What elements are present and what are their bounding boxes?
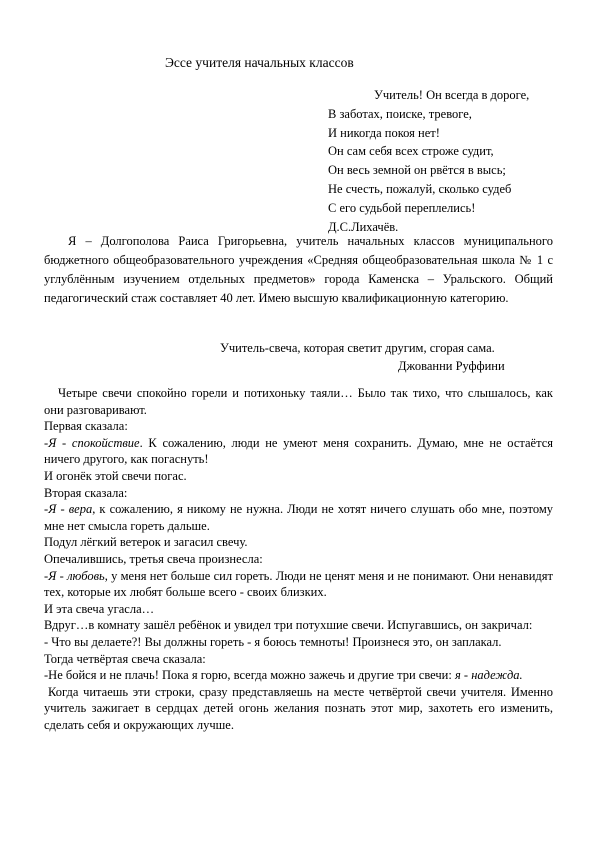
poem-line: Он сам себя всех строже судит,	[328, 144, 494, 159]
poem-line: Не счесть, пожалуй, сколько судеб	[328, 181, 512, 196]
document-title: Эссе учителя начальных классов	[165, 55, 354, 70]
paragraph	[44, 435, 553, 468]
emphasis-text: я - надежда.	[454, 668, 523, 683]
paragraph: Подул лёгкий ветерок и загасил свечу.	[44, 535, 248, 550]
paragraph: Опечалившись, третья свеча произнесла:	[44, 551, 263, 566]
poem-author: Д.С.Лихачёв.	[328, 219, 399, 234]
quote-epigraph	[220, 339, 505, 375]
poem-line: С его судьбой переплелись!	[328, 200, 476, 215]
paragraph: Тогда четвёртая свеча сказала:	[44, 651, 206, 666]
paragraph-text: . К сожалению, люди не умеют меня сохранить. Думаю, мне не остаётся ничего другого, как погаснуть!	[44, 435, 554, 467]
quote-author: Джованни Руффини	[398, 359, 505, 373]
paragraph: Когда читаешь эти строки, сразу представляешь на месте четвёртой свечи учителя. Именно учитель зажигает в сердцах детей огонь желания познать этот мир, захотеть его изменить, сделать себя и окружающих лучше.	[44, 684, 553, 732]
paragraph: И огонёк этой свечи погас.	[44, 468, 187, 483]
paragraph: - Что вы делаете?! Вы должны гореть - я боюсь темноты! Произнеся это, он заплакал.	[44, 634, 502, 649]
poem-epigraph	[328, 86, 529, 236]
poem-line: Он весь земной он рвётся в высь;	[328, 163, 506, 178]
poem-line: Учитель! Он всегда в дороге,	[374, 88, 530, 102]
paragraph-text: , к сожалению, я никому не нужна. Люди не хотят ничего слушать обо мне, поэтому мне нет смысла гореть дальше.	[44, 502, 554, 533]
paragraph	[44, 667, 553, 684]
intro-paragraph	[44, 232, 553, 308]
paragraph	[44, 501, 553, 534]
paragraph	[44, 568, 553, 601]
paragraph: И эта свеча угасла…	[44, 601, 155, 616]
paragraph-text: , у меня нет больше сил гореть. Люди не ценят меня и не понимают. Они ненавидят тех, которые их любят больше всего - своих близких.	[44, 568, 553, 600]
paragraph: Вторая сказала:	[44, 485, 128, 500]
paragraph-text: -Не бойся и не плачь! Пока я горю, всегда можно зажечь и другие три свечи:	[44, 668, 455, 683]
poem-line: И никогда покоя нет!	[328, 125, 440, 140]
quote-text: Учитель-свеча, которая светит другим, сгорая сама.	[220, 341, 495, 355]
story-body	[44, 385, 553, 733]
emphasis-text: -Я - спокойствие	[44, 435, 140, 450]
intro-text: Я – Долгополова Раиса Григорьевна, учитель начальных классов муниципального бюджетного общеобразовательного учреждения «Средняя общеобразовательная школа № 1 с углублённым изучением отдельных предметов» города Каменска – Уральского. Общий педагогический стаж составляет 40 лет. Имею высшую квалификационную категорию.	[44, 234, 553, 305]
paragraph: Вдруг…в комнату зашёл ребёнок и увидел три потухшие свечи. Испугавшись, он закричал:	[44, 618, 533, 633]
poem-line: В заботах, поиске, тревоге,	[328, 106, 472, 121]
paragraph: Четыре свечи спокойно горели и потихоньку таяли… Было так тихо, что слышалось, как они разговаривают.	[44, 386, 553, 417]
emphasis-text: -Я - любовь	[44, 568, 105, 583]
emphasis-text: -Я - вера	[44, 502, 93, 517]
paragraph: Первая сказала:	[44, 419, 128, 434]
